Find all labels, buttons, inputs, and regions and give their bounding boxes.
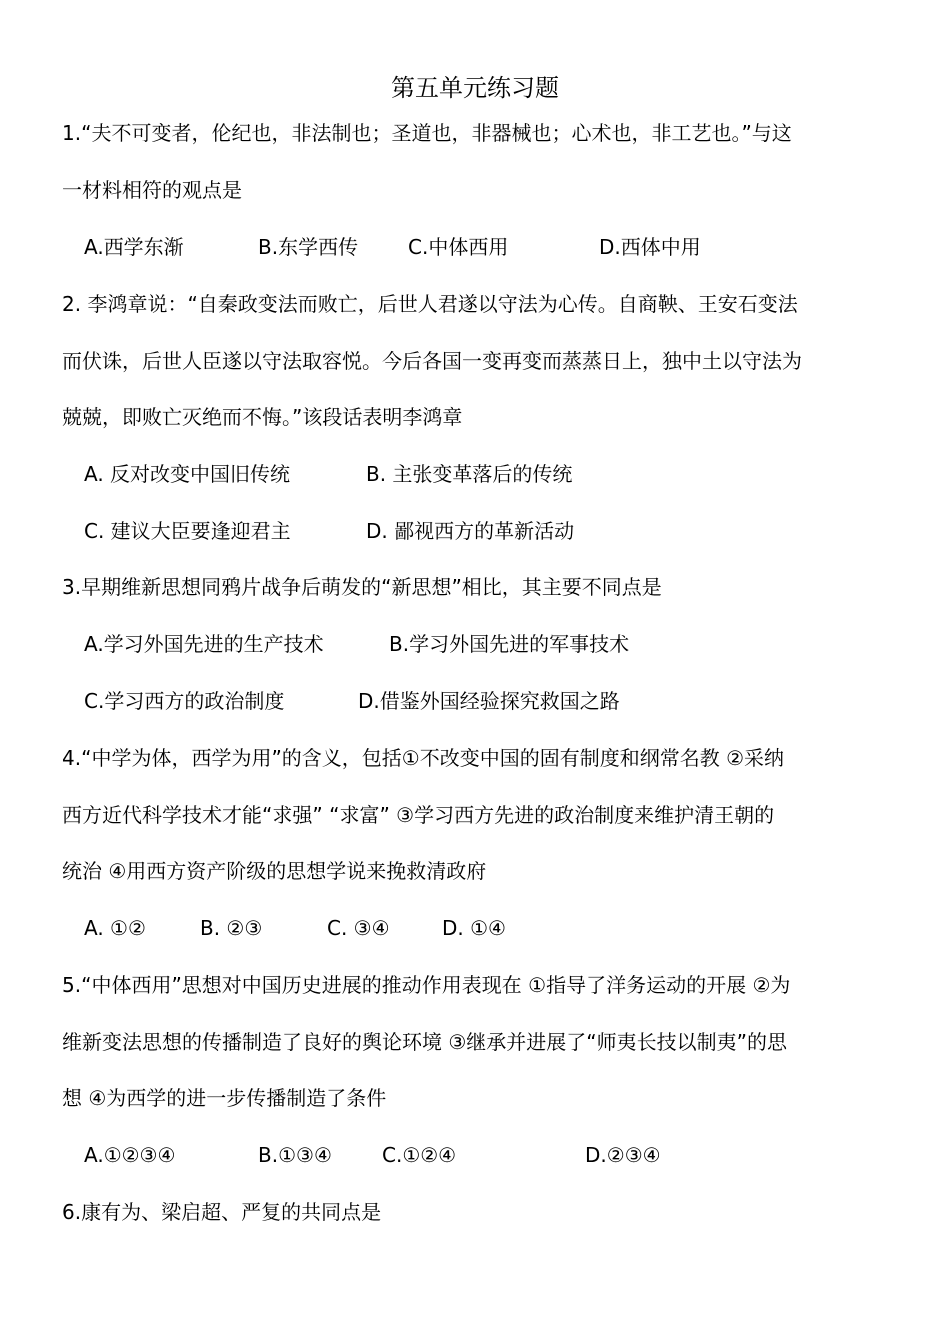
q2-option-c: C. 建议大臣要逢迎君主 [84, 519, 291, 543]
q2-option-b: B. 主张变革落后的传统 [366, 462, 573, 486]
q3-option-c: C.学习西方的政治制度 [84, 689, 285, 713]
q5-line-2: 维新变法思想的传播制造了良好的舆论环境 ③继承并进展了“师夷长技以制夷”的思 [62, 1030, 788, 1054]
q3-option-a: A.学习外国先进的生产技术 [84, 632, 324, 656]
q4-option-d: D. ①④ [442, 916, 506, 940]
q2-option-a: A. 反对改变中国旧传统 [84, 462, 291, 486]
q4-option-a: A. ①② [84, 916, 146, 940]
q4-line-1: 4.“中学为体，西学为用”的含义，包括①不改变中国的固有制度和纲常名教 ②采纳 [62, 746, 785, 770]
q3-option-d: D.借鉴外国经验探究救国之路 [358, 689, 620, 713]
q4-option-b: B. ②③ [200, 916, 263, 940]
q2-option-d: D. 鄙视西方的革新活动 [366, 519, 575, 543]
q5-line-3: 想 ④为西学的进一步传播制造了条件 [62, 1086, 387, 1110]
q1-option-c: C.中体西用 [408, 235, 509, 259]
q4-option-c: C. ③④ [327, 916, 390, 940]
q5-line-1: 5.“中体西用”思想对中国历史进展的推动作用表现在 ①指导了洋务运动的开展 ②为 [62, 973, 791, 997]
q1-option-b: B.东学西传 [258, 235, 359, 259]
q5-option-a: A.①②③④ [84, 1143, 176, 1167]
q2-line-1: 2. 李鸿章说：“自秦政变法而败亡，后世人君遂以守法为心传。自商鞅、王安石变法 [62, 292, 798, 316]
q4-line-3: 统治 ④用西方资产阶级的思想学说来挽救清政府 [62, 859, 487, 883]
q5-option-c: C.①②④ [382, 1143, 457, 1167]
q1-option-d: D.西体中用 [599, 235, 701, 259]
q5-option-d: D.②③④ [585, 1143, 661, 1167]
q6-line-1: 6.康有为、梁启超、严复的共同点是 [62, 1200, 382, 1224]
q2-line-3: 兢兢，即败亡灭绝而不悔。”该段话表明李鸿章 [62, 405, 463, 429]
q5-option-b: B.①③④ [258, 1143, 332, 1167]
q4-line-2: 西方近代科学技术才能“求强” “求富” ③学习西方先进的政治制度来维护清王朝的 [62, 803, 775, 827]
q2-line-2: 而伏诛，后世人臣遂以守法取容悦。今后各国一变再变而蒸蒸日上，独中土以守法为 [62, 349, 802, 373]
q1-line-1: 1.“夫不可变者，伦纪也，非法制也；圣道也，非器械也；心术也，非工艺也。”与这 [62, 121, 792, 145]
q3-line-1: 3.早期维新思想同鸦片战争后萌发的“新思想”相比，其主要不同点是 [62, 575, 662, 599]
q1-line-2: 一材料相符的观点是 [62, 178, 242, 202]
q3-option-b: B.学习外国先进的军事技术 [389, 632, 630, 656]
q1-option-a: A.西学东渐 [84, 235, 184, 259]
page-title: 第五单元练习题 [391, 74, 559, 102]
